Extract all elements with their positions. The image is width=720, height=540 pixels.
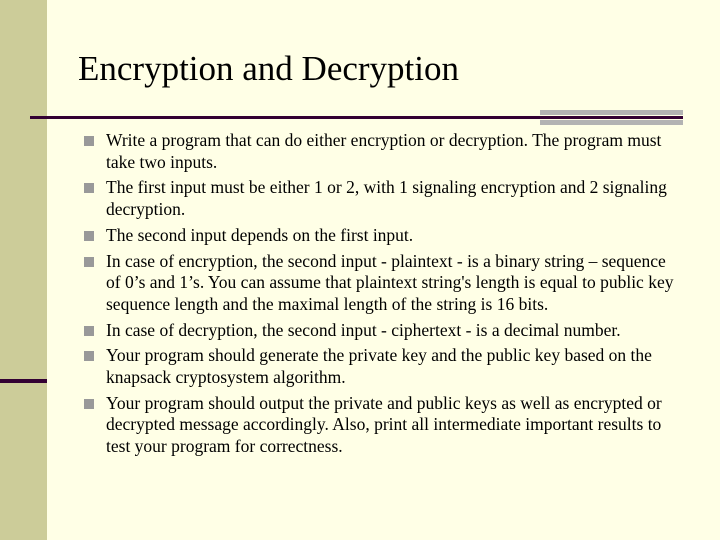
bullet-text: Write a program that can do either encryption or decryption. The program must take two inputs.: [106, 130, 662, 172]
title-accent-bar-top: [540, 110, 683, 115]
bullet-text: Your program should generate the private key and the public key based on the knapsack cryptosystem algorithm.: [106, 345, 652, 387]
bullet-text: In case of encryption, the second input - plaintext - is a binary string – sequence of 0’s and 1’s. You can assume that plaintext string's length is equal to public key sequence length and the maximal length of the string is 16 bits.: [106, 250, 674, 314]
square-bullet-icon: [84, 231, 94, 241]
bullet-list: [84, 130, 684, 462]
bullet-text: The first input must be either 1 or 2, with 1 signaling encryption and 2 signaling decryption.: [106, 177, 667, 219]
title-underline-rule: [30, 116, 683, 119]
slide-title: Encryption and Decryption: [78, 49, 460, 88]
square-bullet-icon: [84, 326, 94, 336]
bullet-text: In case of decryption, the second input - ciphertext - is a decimal number.: [106, 319, 621, 340]
square-bullet-icon: [84, 399, 94, 409]
square-bullet-icon: [84, 136, 94, 146]
bullet-item: [84, 345, 684, 388]
bullet-item: [84, 251, 684, 316]
bullet-item: [84, 225, 684, 247]
bullet-item: [84, 130, 684, 173]
left-band-divider: [0, 379, 47, 383]
bullet-text: Your program should output the private and public keys as well as encrypted or decrypted message accordingly. Also, print all intermediate important results to test your program for correctness.: [106, 392, 662, 456]
square-bullet-icon: [84, 257, 94, 267]
bullet-item: [84, 177, 684, 220]
square-bullet-icon: [84, 351, 94, 361]
title-accent-bar-bottom: [540, 120, 683, 125]
square-bullet-icon: [84, 183, 94, 193]
left-decorative-band: [0, 0, 47, 540]
bullet-item: [84, 320, 684, 342]
bullet-text: The second input depends on the first input.: [106, 224, 414, 245]
bullet-item: [84, 393, 684, 458]
